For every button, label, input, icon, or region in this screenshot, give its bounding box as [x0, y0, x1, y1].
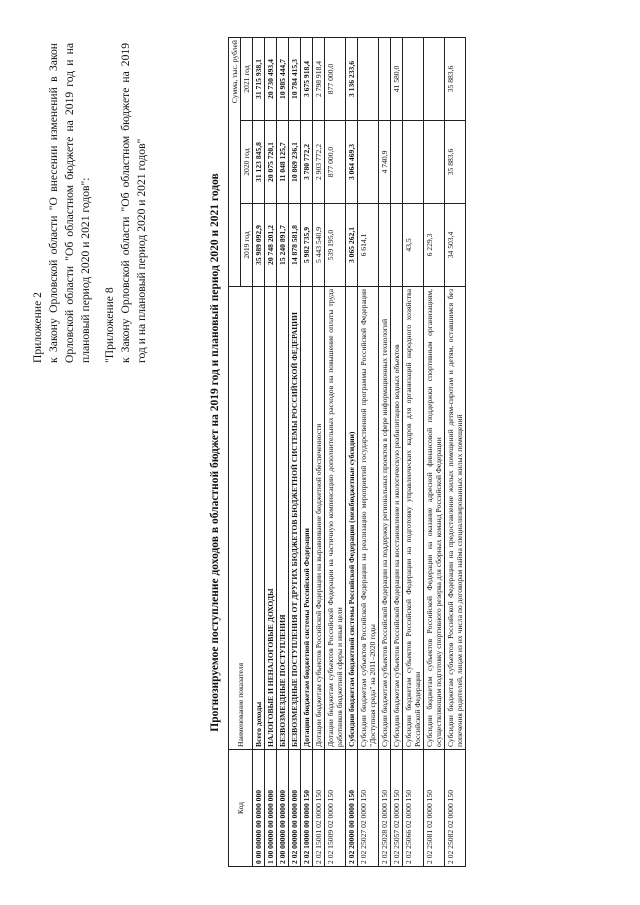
- row-code: 2 02 25066 02 0000 150: [403, 750, 424, 867]
- appendix-header: [30, 43, 158, 363]
- row-value-2020: 877 000,0: [325, 121, 346, 204]
- row-name: НАЛОГОВЫЕ И НЕНАЛОГОВЫЕ ДОХОДЫ: [265, 287, 277, 750]
- header-2019: 2019 год: [241, 204, 253, 287]
- table-row: [346, 38, 358, 867]
- header-sum: Сумма, тыс. рублей: [229, 38, 241, 287]
- row-code: 2 02 10000 00 0000 150: [301, 750, 313, 867]
- table-row: [253, 38, 265, 867]
- row-value-2021: 10 784 415,3: [289, 38, 301, 121]
- row-value-2021: [358, 38, 379, 121]
- header-code: Код: [229, 750, 253, 867]
- row-value-2019: [391, 204, 403, 287]
- appendix-old-title: "Приложение 8: [103, 287, 116, 363]
- row-value-2019: 15 240 891,7: [277, 204, 289, 287]
- row-value-2019: 539 195,0: [325, 204, 346, 287]
- row-value-2020: 2 903 772,2: [313, 121, 325, 204]
- row-name: Субсидии бюджетам субъектов Российской Федерации на поддержку региональных проектов в сфере информационных технологий: [379, 287, 391, 750]
- row-code: 2 02 15001 02 0000 150: [313, 750, 325, 867]
- row-value-2019: 20 748 201,2: [265, 204, 277, 287]
- row-value-2019: 6 229,3: [424, 204, 445, 287]
- row-value-2019: 3 065 262,1: [346, 204, 358, 287]
- row-value-2020: [424, 121, 445, 204]
- row-value-2021: [379, 38, 391, 121]
- row-value-2021: 41 580,0: [391, 38, 403, 121]
- row-value-2019: 34 503,4: [445, 204, 466, 287]
- row-value-2021: 3 675 918,4: [301, 38, 313, 121]
- row-value-2020: 4 740,9: [379, 121, 391, 204]
- table-row: [265, 38, 277, 867]
- table-row: [301, 38, 313, 867]
- row-name: Субсидии бюджетам субъектов Российской Федерации на подготовку управленческих кадров для организаций народного хозяйства Российской Федерации: [403, 287, 424, 750]
- row-value-2021: 877 000,0: [325, 38, 346, 121]
- row-value-2020: 20 075 720,1: [265, 121, 277, 204]
- appendix-new-body: к Закону Орловской области "О внесении изменений в Закон Орловской области "Об областном бюджете на 2019 год и на плановый период 2020 и 2021 годов":: [47, 43, 92, 363]
- table-header: [229, 38, 253, 867]
- table-row: [358, 38, 379, 867]
- row-value-2020: [358, 121, 379, 204]
- row-value-2020: [403, 121, 424, 204]
- table-row: [379, 38, 391, 867]
- table-row: [289, 38, 301, 867]
- row-value-2019: 35 989 092,9: [253, 204, 265, 287]
- row-value-2019: 5 982 735,9: [301, 204, 313, 287]
- row-value-2020: 11 048 125,7: [277, 121, 289, 204]
- header-name: Наименование показателя: [229, 287, 253, 750]
- row-value-2020: 3 780 772,2: [301, 121, 313, 204]
- row-value-2019: [379, 204, 391, 287]
- row-value-2021: 2 798 918,4: [313, 38, 325, 121]
- row-value-2021: 20 730 493,4: [265, 38, 277, 121]
- revenue-table: [228, 37, 466, 867]
- row-code: 2 02 25028 02 0000 150: [379, 750, 391, 867]
- table-row: [313, 38, 325, 867]
- table-row: [325, 38, 346, 867]
- row-code: 2 02 25057 02 0000 150: [391, 750, 403, 867]
- row-name: БЕЗВОЗМЕЗДНЫЕ ПОСТУПЛЕНИЯ: [277, 287, 289, 750]
- row-value-2019: 14 878 581,8: [289, 204, 301, 287]
- table-row: [445, 38, 466, 867]
- row-value-2021: 31 715 938,1: [253, 38, 265, 121]
- row-name: Всего доходы: [253, 287, 265, 750]
- appendix-old-body: к Закону Орловской области "Об областном бюджете на 2019 год и на плановый период 2020 и 2021 годов": [119, 43, 148, 363]
- row-name: Субсидии бюджетам субъектов Российской Федерации на восстановление и экологическую реабилитацию водных объектов: [391, 287, 403, 750]
- table-row: [277, 38, 289, 867]
- row-name: БЕЗВОЗМЕЗДНЫЕ ПОСТУПЛЕНИЯ ОТ ДРУГИХ БЮДЖЕТОВ БЮДЖЕТНОЙ СИСТЕМЫ РОССИЙСКОЙ ФЕДЕРАЦИИ: [289, 287, 301, 750]
- row-code: 0 00 00000 00 0000 000: [253, 750, 265, 867]
- table-row: [391, 38, 403, 867]
- appendix-old: [102, 43, 150, 363]
- row-code: 2 02 15009 02 0000 150: [325, 750, 346, 867]
- row-name: Субсидии бюджетам субъектов Российской Федерации на оказание адресной финансовой поддержки спортивным организациям, осуществляющим подготовку спортивного резерва для сборных команд Российской Федерации: [424, 287, 445, 750]
- appendix-new-title: Приложение 2: [31, 292, 44, 363]
- row-name: Дотации бюджетам бюджетной системы Российской Федерации: [301, 287, 313, 750]
- row-value-2020: 10 869 236,1: [289, 121, 301, 204]
- row-name: Субсидии бюджетам бюджетной системы Российской Федерации (межбюджетные субсидии): [346, 287, 358, 750]
- appendix-new: [30, 43, 94, 363]
- row-code: 2 02 25027 02 0000 150: [358, 750, 379, 867]
- row-code: 2 00 00000 00 0000 000: [277, 750, 289, 867]
- table-body: [253, 38, 466, 867]
- row-code: 2 02 00000 00 0000 000: [289, 750, 301, 867]
- row-value-2021: [403, 38, 424, 121]
- row-value-2021: 3 136 233,6: [346, 38, 358, 121]
- row-value-2020: 35 883,6: [445, 121, 466, 204]
- row-value-2021: 35 883,6: [445, 38, 466, 121]
- row-value-2020: [391, 121, 403, 204]
- row-value-2021: 10 985 444,7: [277, 38, 289, 121]
- table-row: [424, 38, 445, 867]
- row-name: Дотации бюджетам субъектов Российской Федерации на выравнивание бюджетной обеспеченности: [313, 287, 325, 750]
- row-name: Субсидии бюджетам субъектов Российской Федерации на предоставление жилых помещений детям-сиротам и детям, оставшимся без попечения родителей, лицам из их числа по договорам найма специализированных жилых помещений: [445, 287, 466, 750]
- row-value-2021: [424, 38, 445, 121]
- table-row: [403, 38, 424, 867]
- row-value-2020: 3 064 469,3: [346, 121, 358, 204]
- header-row-1: [229, 38, 241, 867]
- document-title: Прогнозируемое поступление доходов в областной бюджет на 2019 год и плановый период 2020 и 2021 годов: [209, 173, 221, 732]
- row-name: Дотации бюджетам субъектов Российской Федерации на частичную компенсацию дополнительных расходов на повышение оплаты труда работников бюджетной сферы и иные цели: [325, 287, 346, 750]
- row-value-2019: 43,5: [403, 204, 424, 287]
- row-value-2020: 31 123 845,8: [253, 121, 265, 204]
- row-code: 2 02 25082 02 0000 150: [445, 750, 466, 867]
- row-code: 2 02 20000 00 0000 150: [346, 750, 358, 867]
- row-code: 2 02 25081 02 0000 150: [424, 750, 445, 867]
- header-2020: 2020 год: [241, 121, 253, 204]
- header-2021: 2021 год: [241, 38, 253, 121]
- row-value-2019: 6 614,1: [358, 204, 379, 287]
- row-name: Субсидии бюджетам субъектов Российской Федерации на реализацию мероприятий государственной программы Российской Федерации "Доступная среда" на 2011–2020 годы: [358, 287, 379, 750]
- row-value-2019: 5 443 540,9: [313, 204, 325, 287]
- row-code: 1 00 00000 00 0000 000: [265, 750, 277, 867]
